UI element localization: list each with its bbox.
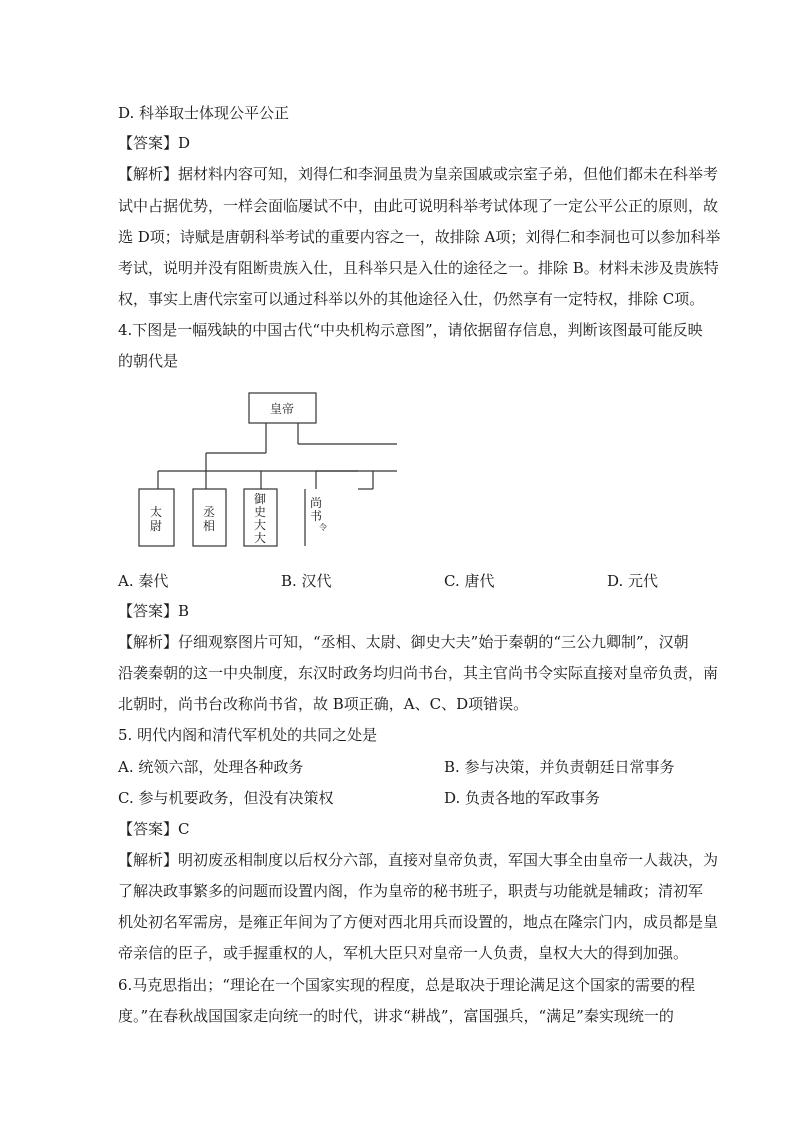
q6-stem-line: 度。”在春秋战国国家走向统一的时代，讲求“耕战”，富国强兵，“满足”秦实现统一的 xyxy=(118,1007,674,1025)
yushidafu-box xyxy=(244,489,277,546)
yushidafu-label: 大 xyxy=(253,531,267,545)
q3-option-d: D. 科举取士体现公平公正 xyxy=(118,104,290,122)
q4-option-c: C. 唐代 xyxy=(444,572,495,590)
chengxiang-box xyxy=(193,489,226,546)
q3-answer: 【答案】D xyxy=(118,134,191,152)
q4-stem-line: 4.下图是一幅残缺的中国古代“中央机构示意图”，请依据留存信息，判断该图最可能反映 xyxy=(118,321,703,339)
taiwei-label: 太 xyxy=(149,505,163,519)
q4-stem-line: 的朝代是 xyxy=(118,352,179,370)
q4-option-b: B. 汉代 xyxy=(281,572,332,590)
chengxiang-label: 丞 xyxy=(202,505,216,519)
q6-stem-line: 6.马克思指出；“理论在一个国家实现的程度，总是取决于理论满足这个国家的需要的程 xyxy=(118,976,695,994)
yushidafu-label: 大 xyxy=(253,518,267,532)
chengxiang-label: 相 xyxy=(202,519,216,533)
q4-analysis-line: 北朝时，尚书台改称尚书省，故 B项正确，A、C、D项错误。 xyxy=(118,695,529,713)
q5-analysis-line: 了解决政事繁多的问题而设置内阁，作为皇帝的秘书班子，职责与功能就是辅政；清初军 xyxy=(118,882,704,900)
yushidafu-label: 史 xyxy=(253,505,267,519)
q4-option-d: D. 元代 xyxy=(607,572,659,590)
taiwei-label: 尉 xyxy=(149,519,163,533)
shangshu-label: 书 xyxy=(309,509,323,523)
emperor-box xyxy=(249,393,316,423)
q5-option-d: D. 负责各地的军政事务 xyxy=(444,789,601,807)
q5-answer: 【答案】C xyxy=(118,820,190,838)
q4-analysis-line: 【解析】仔细观察图片可知，“丞相、太尉、御史大夫”始于秦朝的“三公九卿制”，汉朝 xyxy=(118,633,689,651)
q4-analysis-line: 沿袭秦朝的这一中央制度，东汉时政务均归尚书台，其主官尚书令实际直接对皇帝负责，南 xyxy=(118,664,719,682)
q5-analysis-line: 【解析】明初废丞相制度以后权分六部，直接对皇帝负责，军国大事全由皇帝一人裁决，为 xyxy=(118,851,719,869)
q5-stem: 5. 明代内阁和清代军机处的共同之处是 xyxy=(118,726,378,744)
shangshu-label: 尚 xyxy=(309,496,323,510)
q5-option-a: A. 统领六部，处理各种政务 xyxy=(118,758,304,776)
q4-answer: 【答案】B xyxy=(118,602,190,620)
q3-analysis-line: 权，事实上唐代宗室可以通过科举以外的其他途径入仕，仍然享有一定特权，排除 C项。 xyxy=(118,290,705,308)
q3-analysis-line: 考试，说明并没有阻断贵族入仕，且科举只是入仕的途径之一。排除 B。材料未涉及贵族特 xyxy=(118,259,719,277)
q4-option-a: A. 秦代 xyxy=(118,572,169,590)
shangshu-label: 令 xyxy=(319,523,327,532)
q3-analysis-line: 选 D项；诗赋是唐朝科举考试的重要内容之一，故排除 A项；刘得仁和李洞也可以参加科举 xyxy=(118,228,721,246)
emperor-label: 皇帝 xyxy=(269,402,295,416)
q5-analysis-line: 帝亲信的臣子，或手握重权的人，军机大臣只对皇帝一人负责，皇权大大的得到加强。 xyxy=(118,944,689,962)
q3-analysis-line: 试中占据优势，一样会面临屡试不中，由此可说明科举考试体现了一定公平公正的原则，故 xyxy=(118,197,719,215)
q5-analysis-line: 机处初名军需房，是雍正年间为了方便对西北用兵而设置的，地点在隆宗门内，成员都是皇 xyxy=(118,913,719,931)
q5-option-b: B. 参与决策，并负责朝廷日常事务 xyxy=(444,758,675,776)
taiwei-box xyxy=(139,489,174,546)
yushidafu-label: 御 xyxy=(253,492,267,506)
q3-analysis-line: 【解析】据材料内容可知，刘得仁和李洞虽贵为皇亲国戚或宗室子弟，但他们都未在科举考 xyxy=(118,165,719,183)
q5-option-c: C. 参与机要政务，但没有决策权 xyxy=(118,789,334,807)
